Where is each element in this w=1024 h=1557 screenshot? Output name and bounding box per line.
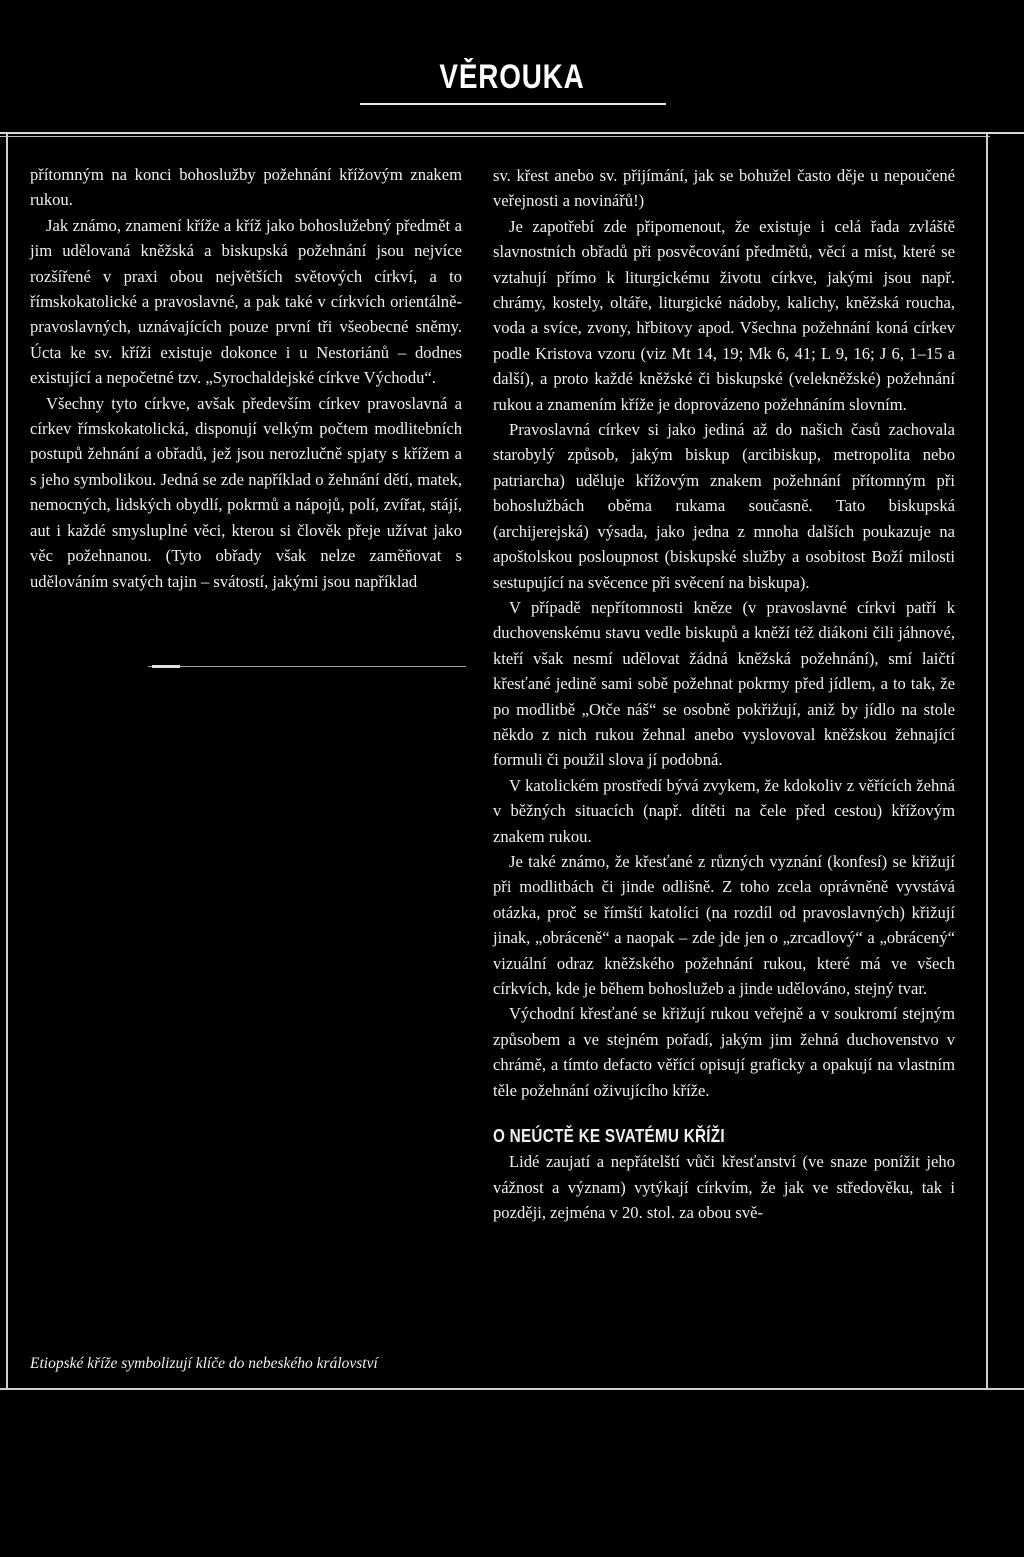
photo-top-rule: [148, 666, 466, 667]
section-paragraph: Lidé zaujatí a nepřátelští vůči křesťanství (ve snaze ponížit jeho vážnost a význam) vytýkají církvím, že jak ve středověku, tak i později, zejména v 20. stol. za obou svě-: [493, 1152, 955, 1223]
frame-right-line: [986, 134, 988, 1389]
right-paragraph: Je také známo, že křesťané z různých vyznání (konfesí) se křižují při modlitbách či jinde odlišně. Z toho zcela oprávněně vyvstává otázka, proč se římští katolíci (na rozdíl od pravoslavných) křižují jinak, „obráceně“ a naopak – zde jde jen o „zrcadlový“ a „obrácený“ vizuální odraz kněžského požehnání rukou, které má ve všech církvích, kde je během bohoslužeb a jinde udělováno, stejný tvar.: [493, 851, 955, 998]
frame-left-line: [6, 134, 8, 1389]
photo-caption: Etiopské kříže symbolizují klíče do nebeského království: [30, 1355, 378, 1372]
header-rule: [360, 103, 666, 105]
left-text-column: [30, 162, 462, 594]
right-text-column: [493, 163, 955, 1226]
right-paragraph: Je zapotřebí zde připomenout, že existuje i celá řada zvláště slavnostních obřadů při posvěcování předmětů, věcí a míst, které se vztahují přímo k liturgickému životu církve, jakými jsou např. chrámy, kostely, oltáře, liturgické nádoby, kalichy, kněžská roucha, voda a svíce, zvony, hřbitovy apod. Všechna požehnání koná církev podle Kristova vzoru (viz Mt 14, 19; Mk 6, 41; L 9, 16; J 6, 1–15 a další), a proto každé kněžské či biskupské (velekněžské) požehnání rukou a znamením kříže je doprovázeno požehnáním slovním.: [493, 216, 955, 414]
frame-top-inner-line: [0, 136, 990, 137]
right-paragraph: Pravoslavná církev si jako jediná až do našich časů zachovala starobylý způsob, jakým biskup (arcibiskup, metropolita nebo patriarcha) uděluje křížovým znakem požehnání přítomným při bohoslužbách oběma rukama současně. Tato biskupská (archijerejská) výsada, jako jedna z mnoha dalších poukazuje na apoštolskou posloupnost (biskupské služby a osobitost Boží milosti sestupující na svěcence při svěcení na biskupa).: [493, 420, 955, 592]
frame-top-line: [0, 132, 1024, 134]
right-paragraph: Východní křesťané se křižují rukou veřejně a v soukromí stejným způsobem a ve stejném pořadí, jakým jim žehná duchovenstvo v chrámě, a tímto defacto věřící opisují graficky a opakují na vlastním těle požehnání oživujícího kříže.: [493, 1004, 955, 1100]
page-header-title: VĚROUKA: [439, 58, 585, 96]
right-paragraph: sv. křest anebo sv. přijímání, jak se bohužel často děje u nepoučené veřejnosti a novinářů!): [493, 166, 955, 211]
frame-bottom-line: [0, 1388, 1024, 1390]
photo-top-rule-mark: [152, 665, 180, 668]
right-paragraph: V katolickém prostředí bývá zvykem, že kdokoliv z věřících žehná v běžných situacích (např. dítěti na čele před cestou) křížovým znakem rukou.: [493, 775, 955, 846]
left-paragraph: přítomným na konci bohoslužby požehnání křížovým znakem rukou.: [30, 165, 462, 210]
right-paragraph: V případě nepřítomnosti kněze (v pravoslavné církvi patří k duchovenskému stavu vedle biskupů a kněží též diákoni čili jáhnové, kteří však nesmí udělovat žádná kněžská požehnání), smí laičtí křesťané jedině sami sobě požehnat pokrmy před jídlem, a to tak, že po modlitbě „Otče náš“ se osobně pokřižují, aniž by jídlo na stole někdo z nich rukou žehnal anebo vyslovoval kněžskou žehnající formuli či použil slova jí podobná.: [493, 597, 955, 770]
left-paragraph: Všechny tyto církve, avšak především církev pravoslavná a církev římskokatolická, disponují velkým počtem modlitebních postupů žehnání a obřadů, jež jsou nerozlučně spjaty s křížem a s jeho symbolikou. Jedná se zde například o žehnání dětí, matek, nemocných, lidských obydlí, pokrmů a nápojů, polí, zvířat, stájí, aut i každé smysluplné věci, kterou si člověk přeje užívat jako věc požehnanou. (Tyto obřady však nelze zaměňovat s udělováním svatých tajin – svátostí, jakými jsou například: [30, 393, 462, 591]
photo-area: [10, 666, 475, 1366]
left-paragraph: Jak známo, znamení kříže a kříž jako bohoslužebný předmět a jim udělovaná kněžská a biskupská požehnání jsou nejvíce rozšířené v praxi obou největších světových církví, a to římskokatolické a pravoslavné, a pak také v církvích orientálně-pravoslavných, uznávajících pouze první tři všeobecné sněmy. Úcta ke sv. kříži existuje dokonce i u Nestoriánů – dodnes existující a nepočetné tzv. „Syrochaldejské církve Východu“.: [30, 215, 462, 388]
section-heading: O NEÚCTĚ KE SVATÉMU KŘÍŽI: [493, 1126, 725, 1147]
